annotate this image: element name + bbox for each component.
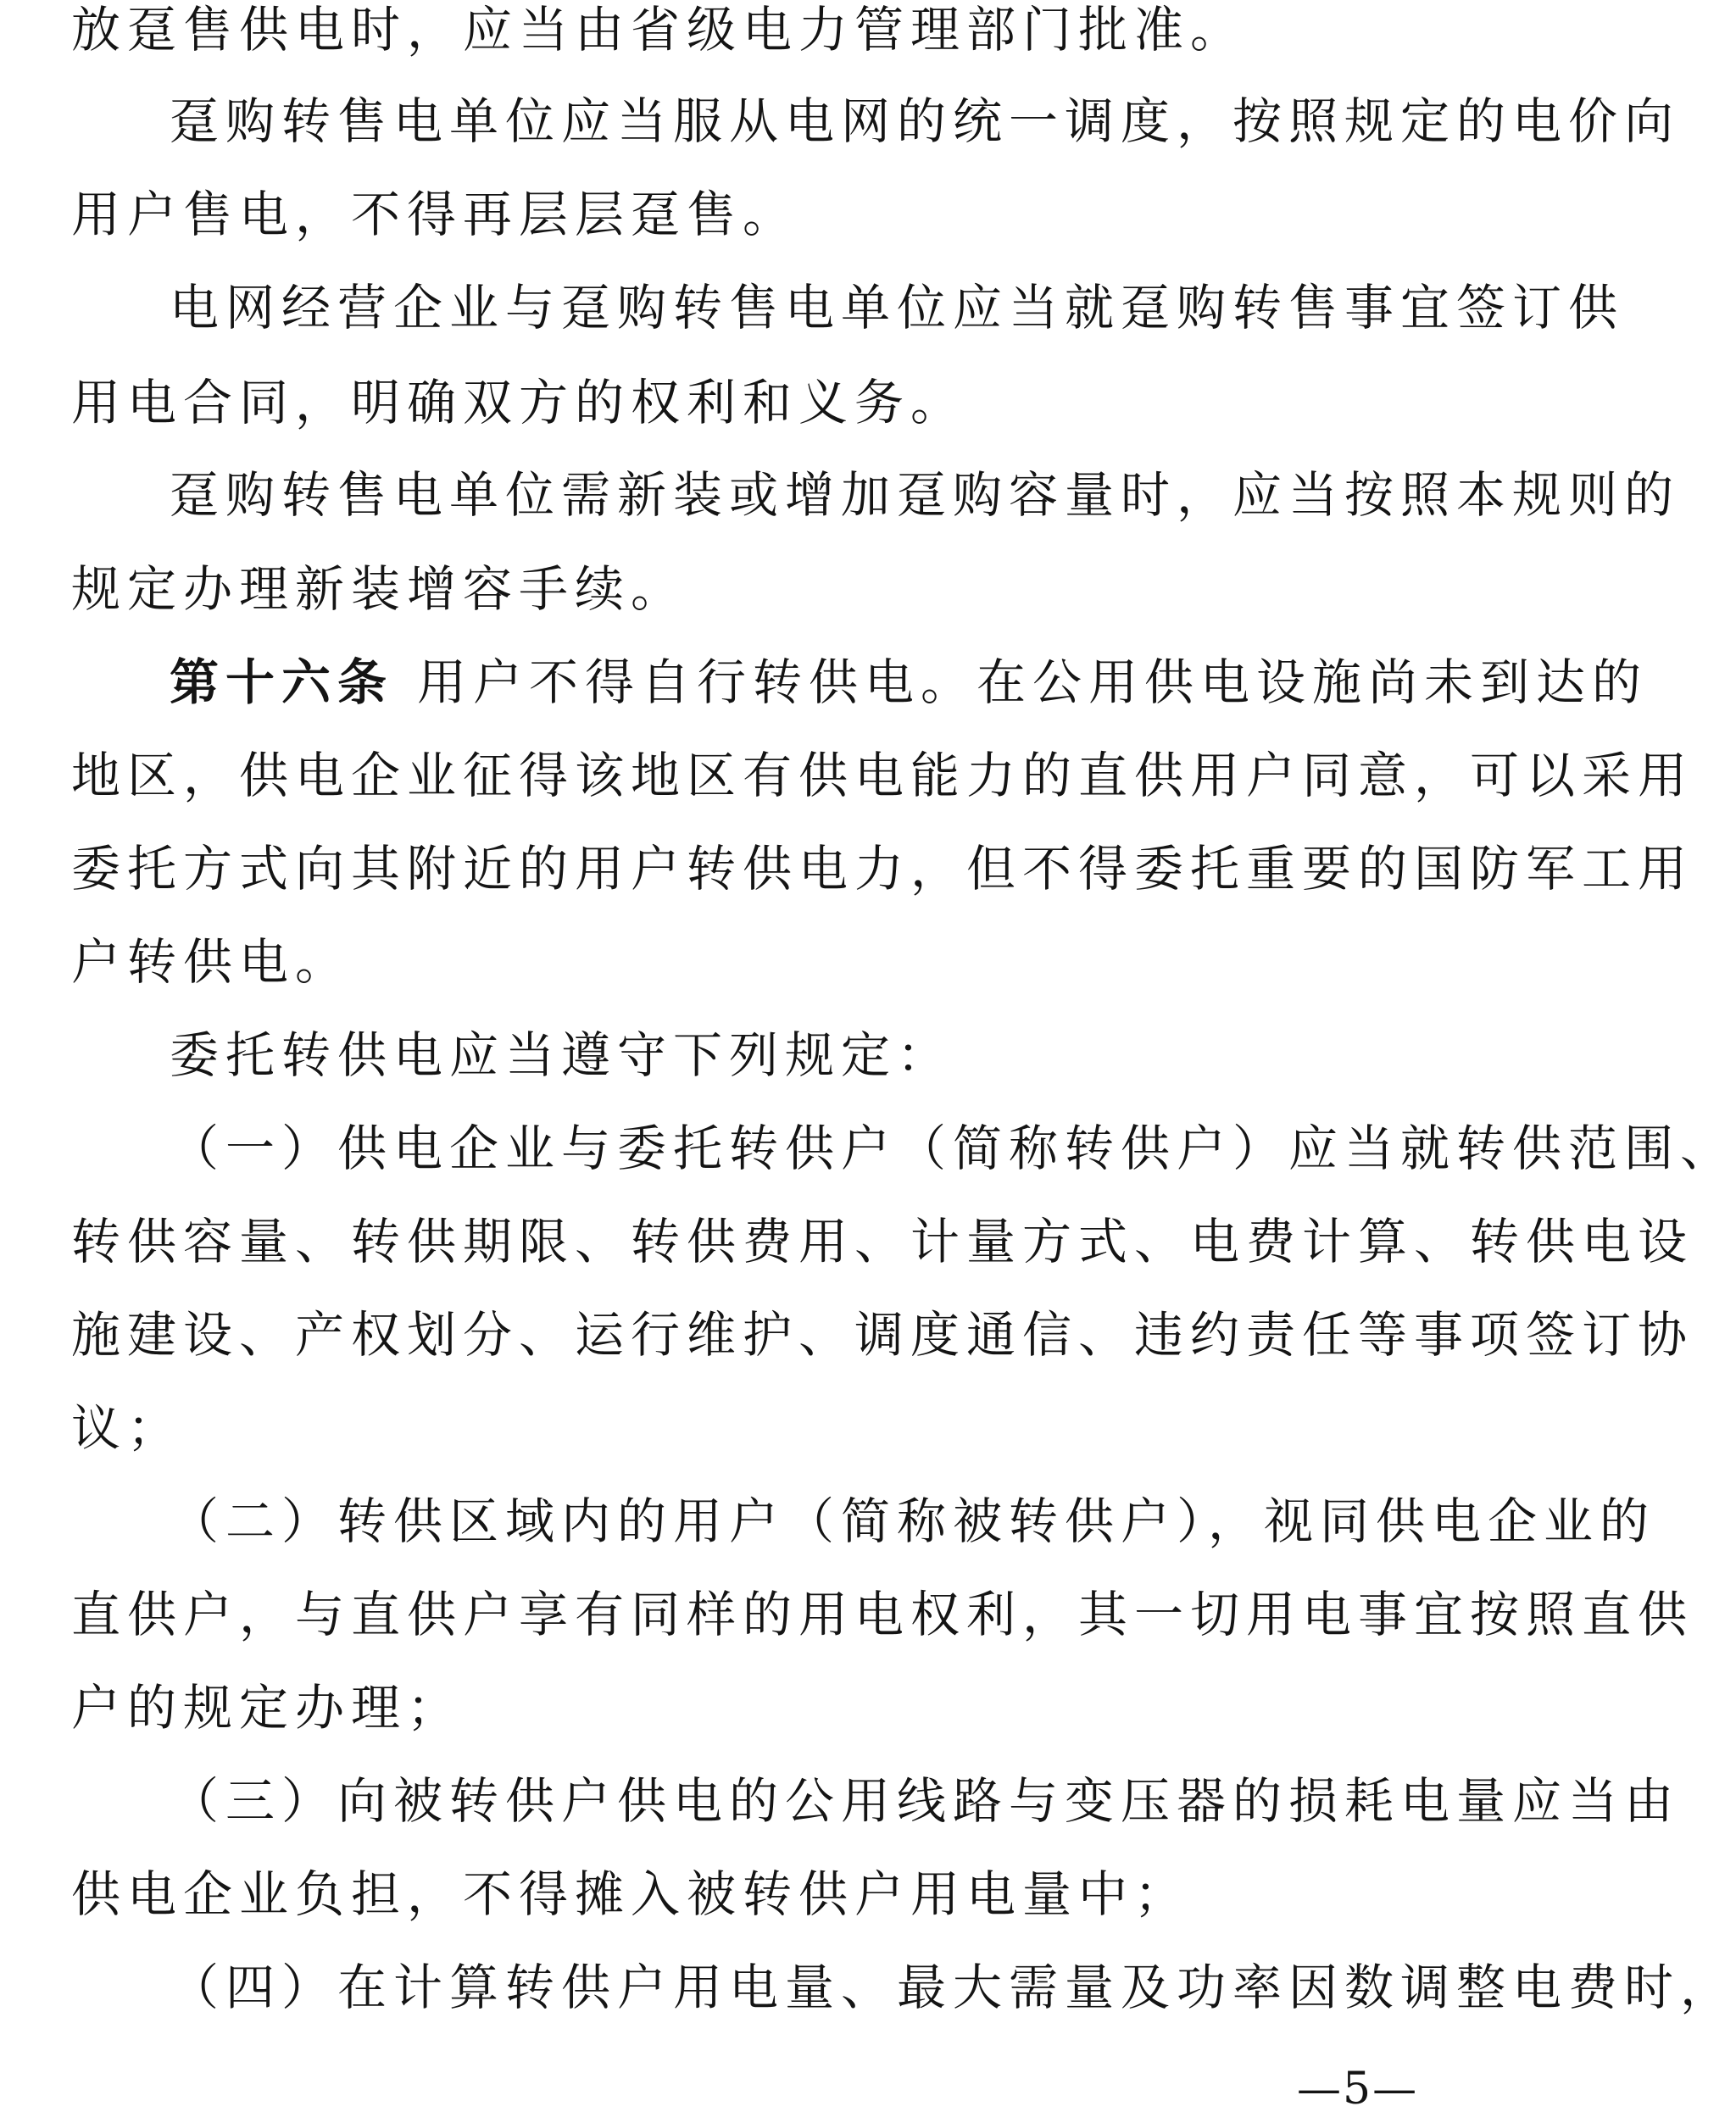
text-line: 地区，供电企业征得该地区有供电能力的直供用户同意，可以采用 <box>71 747 1694 804</box>
text-line: 户的规定办理； <box>71 1679 464 1737</box>
text-line: （一）供电企业与委托转供户（简称转供户）应当就转供范围、 <box>170 1120 1736 1177</box>
article-label: 第十六条 <box>170 653 394 711</box>
text-line: 转供容量、转供期限、转供费用、计量方式、电费计算、转供电设 <box>71 1213 1694 1270</box>
text-line: 趸购转售电单位需新装或增加趸购容量时，应当按照本规则的 <box>170 466 1681 524</box>
text-line: 户转供电。 <box>71 933 352 991</box>
page-number: —5— <box>1297 2064 1419 2115</box>
text-line: 规定办理新装增容手续。 <box>71 560 687 618</box>
text-line: 电网经营企业与趸购转售电单位应当就趸购转售事宜签订供 <box>170 279 1625 336</box>
text-line: 委托转供电应当遵守下列规定： <box>170 1026 954 1084</box>
text-line: 放趸售供电时，应当由省级电力管理部门批准。 <box>71 1 1247 58</box>
text-line: 议； <box>71 1399 184 1457</box>
text-line: 趸购转售电单位应当服从电网的统一调度，按照规定的电价向 <box>170 92 1681 150</box>
text-line: 直供户，与直供户享有同样的用电权利，其一切用电事宜按照直供 <box>71 1586 1694 1643</box>
text-line: 用电合同，明确双方的权利和义务。 <box>71 374 967 431</box>
text-line: 委托方式向其附近的用户转供电力，但不得委托重要的国防军工用 <box>71 840 1694 898</box>
text-line: （二）转供区域内的用户（简称被转供户），视同供电企业的 <box>170 1492 1656 1550</box>
text-line: 用户售电，不得再层层趸售。 <box>71 186 799 243</box>
text-line: 施建设、产权划分、运行维护、调度通信、违约责任等事项签订协 <box>71 1306 1694 1364</box>
text-line: 供电企业负担，不得摊入被转供户用电量中； <box>71 1865 1191 1923</box>
article-16-first-line <box>170 653 1648 712</box>
text-line: （三）向被转供户供电的公用线路与变压器的损耗电量应当由 <box>170 1772 1681 1830</box>
text-line: 用户不得自行转供电。在公用供电设施尚未到达的 <box>417 653 1649 711</box>
text-line: （四）在计算转供户用电量、最大需量及功率因数调整电费时， <box>170 1959 1736 2016</box>
